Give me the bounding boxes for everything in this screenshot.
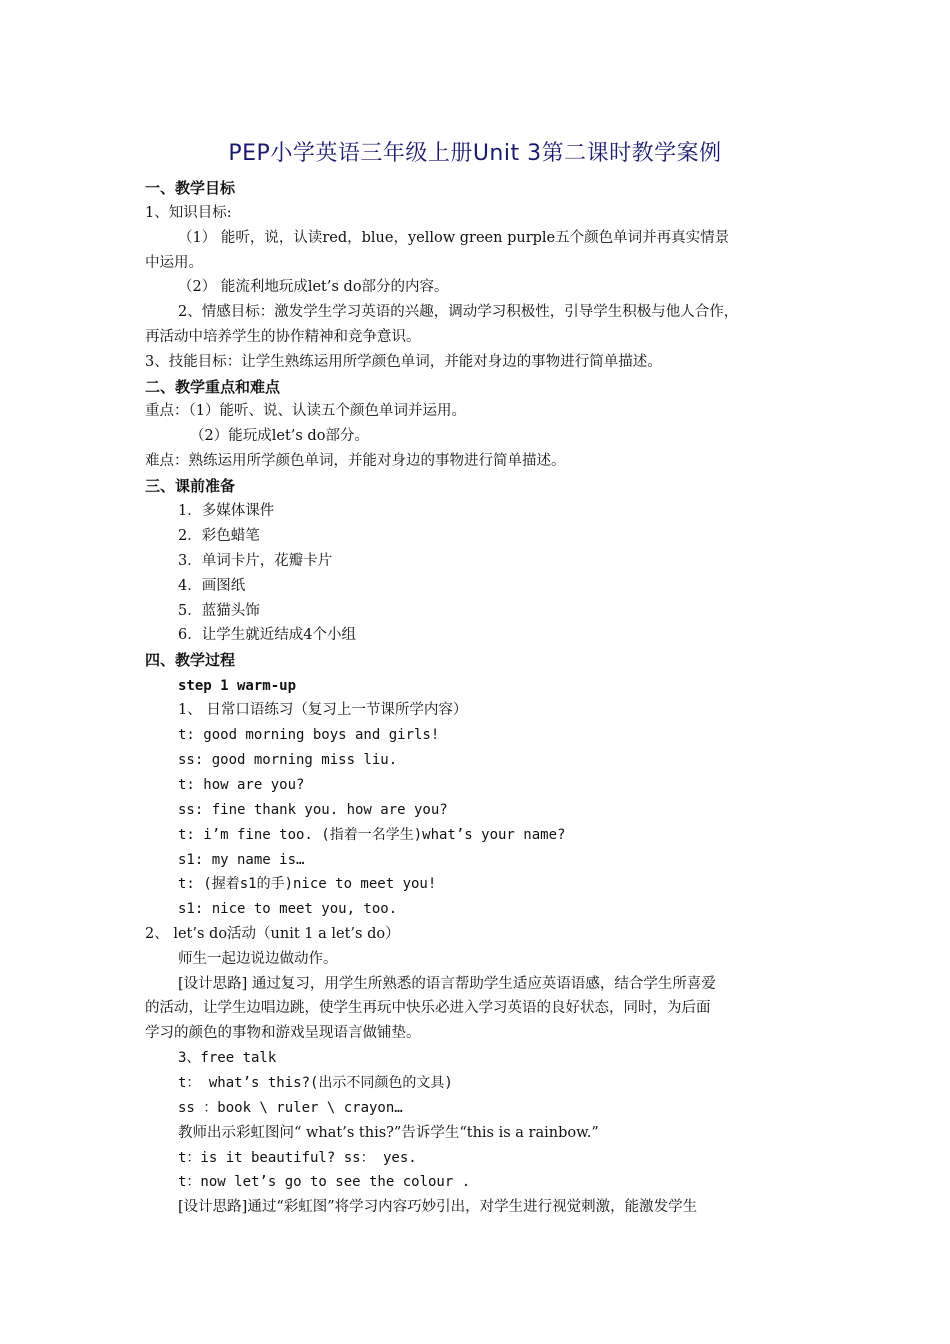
paragraph: （2） 能流利地玩成let’s do部分的内容。 xyxy=(178,279,449,295)
dialogue-line: t：is it beautiful? ss： yes. xyxy=(178,1150,417,1166)
dialogue-line: ss: fine thank you. how are you? xyxy=(178,802,448,818)
dialogue-line: t: i’m fine too. (指着一名学生)what’s your name? xyxy=(178,827,566,843)
paragraph: 中运用。 xyxy=(145,255,203,271)
list-item: 1．多媒体课件 xyxy=(178,503,275,519)
paragraph: 3、技能目标：让学生熟练运用所学颜色单词，并能对身边的事物进行简单描述。 xyxy=(145,354,662,370)
paragraph: 教师出示彩虹图问“ what’s this?”告诉学生“this is a rainbow.” xyxy=(178,1125,599,1141)
paragraph: 的活动，让学生边唱边跳，使学生再玩中快乐必进入学习英语的良好状态，同时，为后面 xyxy=(145,1000,711,1016)
paragraph: 师生一起边说边做动作。 xyxy=(178,951,338,967)
paragraph: 1、知识目标: xyxy=(145,205,232,221)
list-item: 2．彩色蜡笔 xyxy=(178,528,260,544)
paragraph: 学习的颜色的事物和游戏呈现语言做铺垫。 xyxy=(145,1025,421,1041)
dialogue-line: t: how are you? xyxy=(178,777,305,793)
list-item: 6．让学生就近结成4个小组 xyxy=(178,627,356,643)
dialogue-line: s1: my name is… xyxy=(178,852,305,868)
step-heading: step 1 warm-up xyxy=(178,678,297,694)
dialogue-line: t：now let’s go to see the colour . xyxy=(178,1174,471,1190)
paragraph: [设计思路]通过“彩虹图”将学习内容巧妙引出，对学生进行视觉刺激，能激发学生 xyxy=(178,1199,698,1215)
dialogue-line: s1: nice to meet you, too. xyxy=(178,901,398,917)
paragraph: 2、情感目标：激发学生学习英语的兴趣，调动学习积极性，引导学生积极与他人合作， xyxy=(178,304,739,320)
section-heading-objectives: 一、教学目标 xyxy=(145,179,236,197)
page-title: PEP小学英语三年级上册Unit 3第二课时教学案例 xyxy=(228,141,722,166)
dialogue-line: t： what’s this?(出示不同颜色的文具) xyxy=(178,1075,453,1091)
paragraph: 3、free talk xyxy=(178,1050,277,1066)
list-item: 4．画图纸 xyxy=(178,578,246,594)
section-heading-preparation: 三、课前准备 xyxy=(145,477,236,495)
list-item: 3．单词卡片，花瓣卡片 xyxy=(178,553,333,569)
dialogue-line: ss: good morning miss liu. xyxy=(178,752,398,768)
dialogue-line: ss ：book \ ruler \ crayon… xyxy=(178,1100,403,1116)
list-item: 5．蓝猫头饰 xyxy=(178,603,260,619)
paragraph: 难点：熟练运用所学颜色单词，并能对身边的事物进行简单描述。 xyxy=(145,453,566,469)
dialogue-line: t: good morning boys and girls! xyxy=(178,727,440,743)
dialogue-line: t: (握着s1的手)nice to meet you! xyxy=(178,876,437,892)
paragraph: 1、 日常口语练习（复习上一节课所学内容） xyxy=(178,702,468,718)
paragraph: 重点：（1）能听、说、认读五个颜色单词并运用。 xyxy=(145,403,466,419)
paragraph: 2、 let’s do活动（unit 1 a let’s do） xyxy=(145,926,400,942)
section-heading-process: 四、教学过程 xyxy=(145,651,236,669)
paragraph: [设计思路] 通过复习，用学生所熟悉的语言帮助学生适应英语语感，结合学生所喜爱 xyxy=(178,976,716,992)
paragraph: 再活动中培养学生的协作精神和竞争意识。 xyxy=(145,329,421,345)
section-heading-key-points: 二、教学重点和难点 xyxy=(145,378,281,396)
paragraph: （1） 能听，说，认读red，blue，yellow green purple五个颜色单词并再真实情景 xyxy=(178,230,730,246)
paragraph: （2）能玩成let’s do部分。 xyxy=(190,428,369,444)
